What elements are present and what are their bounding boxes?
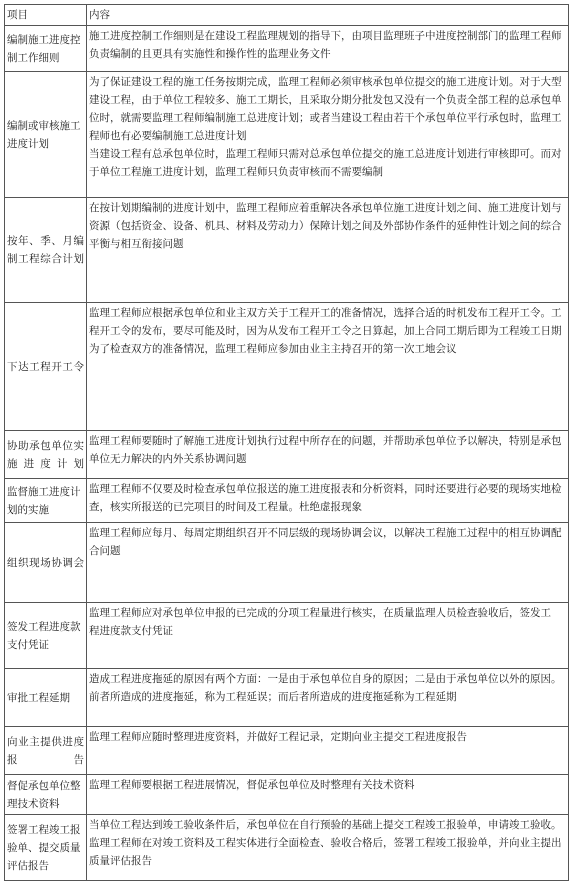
table-row: [5, 727, 569, 775]
row-item-cell: [5, 26, 87, 72]
row-item-cell: [5, 669, 87, 727]
row-item-text: 按年、季、月编制工程综合计划: [7, 235, 84, 265]
table-row: [5, 303, 569, 431]
row-item-text: 编制或审核施工进度计划: [7, 119, 81, 150]
row-content-cell: [87, 26, 569, 72]
row-item-text: 编制施工进度控制工作细则: [7, 33, 81, 64]
row-content-paragraph: 监理工程师不仅要及时检查承包单位报送的施工进度报表和分析资料，同时还要进行必要的现场实地检查，核实所报送的已完项目的时间及工程量。杜绝虚报现象: [89, 483, 562, 513]
row-item-cell: [5, 523, 87, 603]
row-item-cell: [5, 727, 87, 775]
row-content-paragraph: 监理工程师应每月、每周定期组织召开不同层级的现场协调会议，以解决工程施工过程中的相互协调配合问题: [89, 527, 562, 557]
row-content-paragraph: 为了保证建设工程的施工任务按期完成，监理工程师必须审核承包单位提交的施工进度计划。对于大型建设工程，由于单位工程较多、施工工期长，且采取分期分批发包又没有一个负责全部工程的总承包单位时，就需要监理工程师编制施工总进度计划；或者当建设工程由若干个承包单位平行承包时，监理工程师也有必要编制施工总进度计划: [89, 76, 562, 142]
table-row: [5, 669, 569, 727]
row-content-paragraph: 在按计划期编制的进度计划中，监理工程师应着重解决各承包单位施工进度计划之间、施工进度计划与资源（包括资金、设备、机具、材料及劳动力）保障计划之间及外部协作条件的延伸性计划之间的综合平衡与相互衔接问题: [89, 202, 562, 250]
work-content-table: [4, 4, 569, 881]
table-row: [5, 523, 569, 603]
row-item-cell: [5, 303, 87, 431]
row-content-paragraph: 监理工程师应根据承包单位和业主双方关于工程开工的准备情况，选择合适的时机发布工程开工令。工程开工令的发布，要尽可能及时，因为从发布工程开工令之日算起，加上合同工期后即为工程竣工日期: [89, 307, 562, 337]
row-content-cell: [87, 431, 569, 479]
row-content-paragraph: 当单位工程达到竣工验收条件后，承包单位在自行预验的基础上提交工程竣工报验单，申请竣工验收。监理工程师在对竣工资料及工程实体进行全面检查、验收合格后，签署工程竣工报验单，并向业主提出质量评估报告: [89, 819, 562, 867]
table-row: [5, 198, 569, 303]
header-content-cell: 内容: [87, 5, 569, 26]
row-item-cell: [5, 431, 87, 479]
row-content-cell: [87, 523, 569, 603]
row-content-cell: [87, 727, 569, 775]
row-content-cell: [87, 72, 569, 198]
row-content-paragraph: 程进度款支付凭证: [89, 625, 173, 637]
row-item-text: 签署工程竣工报验单、提交质量评估报告: [7, 823, 81, 872]
row-content-cell: [87, 603, 569, 669]
row-content-cell: [87, 303, 569, 431]
row-content-paragraph: 当建设工程有总承包单位时，监理工程师只需对总承包单位提交的施工总进度计划进行审核即可。而对于单位工程施工进度计划，监理工程师只负责审核而不需要编制: [89, 148, 562, 178]
table-row: [5, 775, 569, 815]
row-item-cell: [5, 603, 87, 669]
row-item-cell: [5, 815, 87, 881]
row-content-paragraph: 为了检查双方的准备情况，监理工程师应参加由业主主持召开的第一次工地会议: [89, 343, 457, 355]
row-content-paragraph: 施工进度控制工作细则是在建设工程监理规划的指导下，由项目监理班子中进度控制部门的监理工程师负责编制的且更具有实施性和操作性的监理业务文件: [89, 30, 562, 60]
row-item-text: 监督施工进度计划的实施: [7, 485, 81, 516]
row-item-cell: [5, 479, 87, 523]
row-item-text: 协助承包单位实施进度计划: [7, 439, 84, 470]
row-item-text: 下达工程开工令: [7, 360, 84, 373]
row-content-paragraph: 监理工程师要随时了解施工进度计划执行过程中所存在的问题，并帮助承包单位予以解决，特别是承包单位无力解决的内外关系协调问题: [89, 435, 562, 465]
row-item-cell: [5, 72, 87, 198]
row-content-paragraph: 监理工程师应随时整理进度资料，并做好工程记录，定期向业主提交工程进度报告: [89, 731, 467, 743]
row-content-cell: [87, 775, 569, 815]
row-content-cell: [87, 479, 569, 523]
table-row: [5, 431, 569, 479]
table-row: [5, 603, 569, 669]
row-item-cell: [5, 775, 87, 815]
row-item-text: 督促承包单位整理技术资料: [7, 779, 81, 810]
header-item-cell: 项目: [5, 5, 87, 26]
row-content-cell: [87, 669, 569, 727]
row-item-text: 审批工程延期: [7, 691, 70, 704]
row-content-paragraph: 造成工程进度拖延的原因有两个方面：一是由于承包单位自身的原因；二是由于承包单位以外的原因。前者所造成的进度拖延，称为工程延误；而后者所造成的进度拖延称为工程延期: [89, 673, 562, 703]
row-item-text: 向业主提供进度报告: [7, 735, 84, 766]
table-row: [5, 479, 569, 523]
row-item-text: 组织现场协调会: [7, 556, 84, 569]
row-content-paragraph: 监理工程师应对承包单位申报的已完成的分项工程量进行核实，在质量监理人员检查验收后，签发工: [89, 607, 551, 619]
row-content-paragraph: 监理工程师要根据工程进展情况，督促承包单位及时整理有关技术资料: [89, 779, 415, 791]
row-item-text: 签发工程进度款支付凭证: [7, 620, 81, 651]
table-header-row: [5, 5, 569, 26]
table-row: [5, 815, 569, 881]
table-row: [5, 72, 569, 198]
row-content-cell: [87, 815, 569, 881]
row-content-cell: [87, 198, 569, 303]
row-item-cell: [5, 198, 87, 303]
table-row: [5, 26, 569, 72]
